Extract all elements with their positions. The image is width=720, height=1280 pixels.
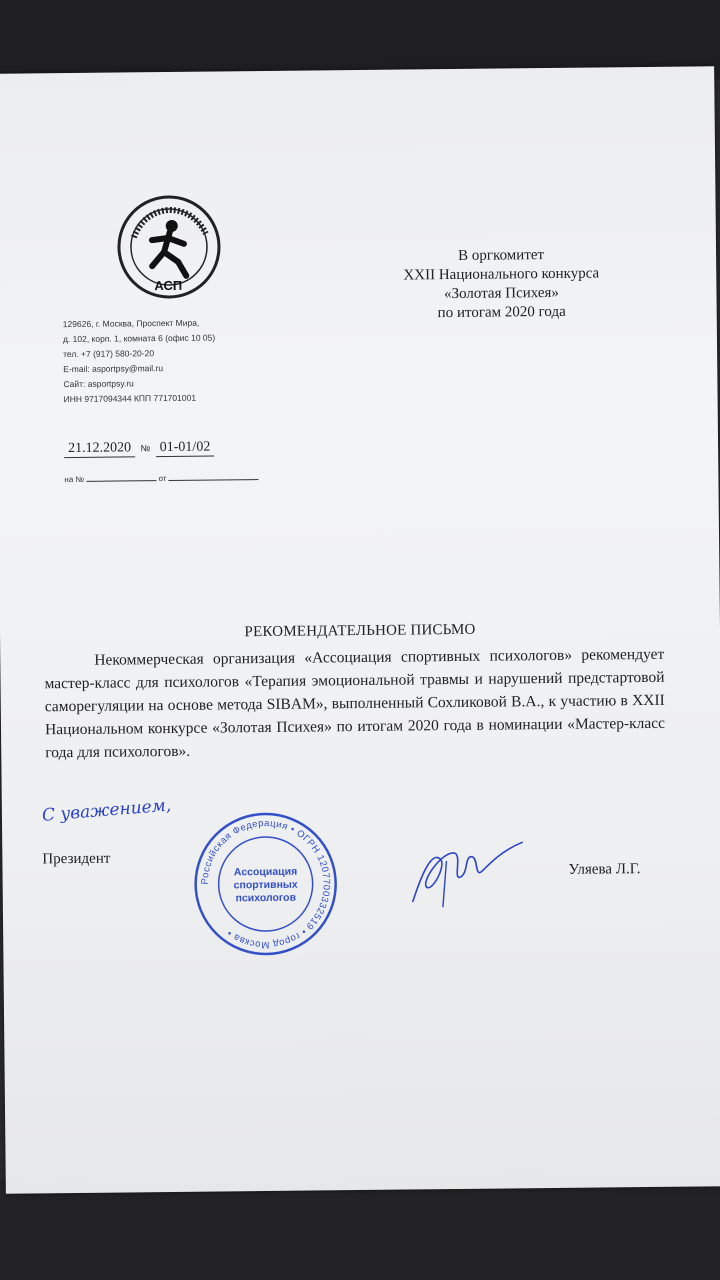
stamp-line-2: спортивных [233, 878, 298, 892]
address-line-2: д. 102, корп. 1, комната 6 (офис 10 05) [62, 332, 216, 345]
stamp-line-1: Ассоциация [233, 865, 298, 879]
letter-sheet [0, 66, 720, 1193]
website: Сайт: asportpsy.ru [63, 378, 134, 390]
registration-number: 01-01/02 [156, 440, 215, 458]
inn-kpp: ИНН 9717094344 КПП 771701001 [63, 392, 197, 405]
reference-line [64, 471, 258, 484]
recipient-line-2: XXII Национального конкурса [403, 265, 600, 284]
handwritten-signature [402, 830, 533, 911]
stamp-line-3: психологов [235, 891, 297, 905]
address-line-1: 129626, г. Москва, Проспект Мира, [62, 317, 200, 330]
from-blank [169, 471, 259, 481]
registration-line [64, 440, 214, 459]
phone: тел. +7 (917) 580-20-20 [63, 348, 155, 360]
signer-position: Президент [42, 850, 111, 868]
association-logo [113, 191, 224, 302]
document-title: РЕКОМЕНДАТЕЛЬНОЕ ПИСЬМО [244, 621, 476, 641]
background-bottom [0, 1180, 720, 1280]
organization-stamp [190, 808, 342, 960]
from-label: от [158, 474, 167, 484]
ref-label: на № [64, 474, 85, 485]
ref-blank [86, 472, 156, 482]
recipient-line-4: по итогам 2020 года [437, 303, 566, 322]
recipient-line-3: «Золотая Психея» [443, 284, 559, 303]
signer-name: Уляева Л.Г. [568, 861, 641, 878]
number-label: № [140, 443, 151, 454]
registration-date: 21.12.2020 [64, 440, 135, 458]
stamp-ring-text: Российская Федерация • ОГРН 1207700332519 • город Москва • [199, 817, 332, 951]
recipient-block [376, 245, 627, 324]
letter-body: Некоммерческая организация «Ассоциация спортивных психологов» рекомендует мастер-класс для психологов «Терапия эмоциональной травмы и нарушений предстартовой саморегуляции на основе метода SIBAM», выполненный Сохликовой В.А., к участию в XXII Национальном конкурсе «Золотая Психея» по итогам 2020 года в номинации «Мастер-класс года для психологов». [44, 645, 666, 762]
recipient-line-1: В оргкомитет [458, 247, 545, 264]
handwritten-closing: С уважением, [41, 795, 172, 826]
letterhead-contacts [63, 315, 304, 408]
svg-text:АСП: АСП [154, 277, 183, 294]
email: E-mail: asportpsy@mail.ru [63, 363, 164, 375]
